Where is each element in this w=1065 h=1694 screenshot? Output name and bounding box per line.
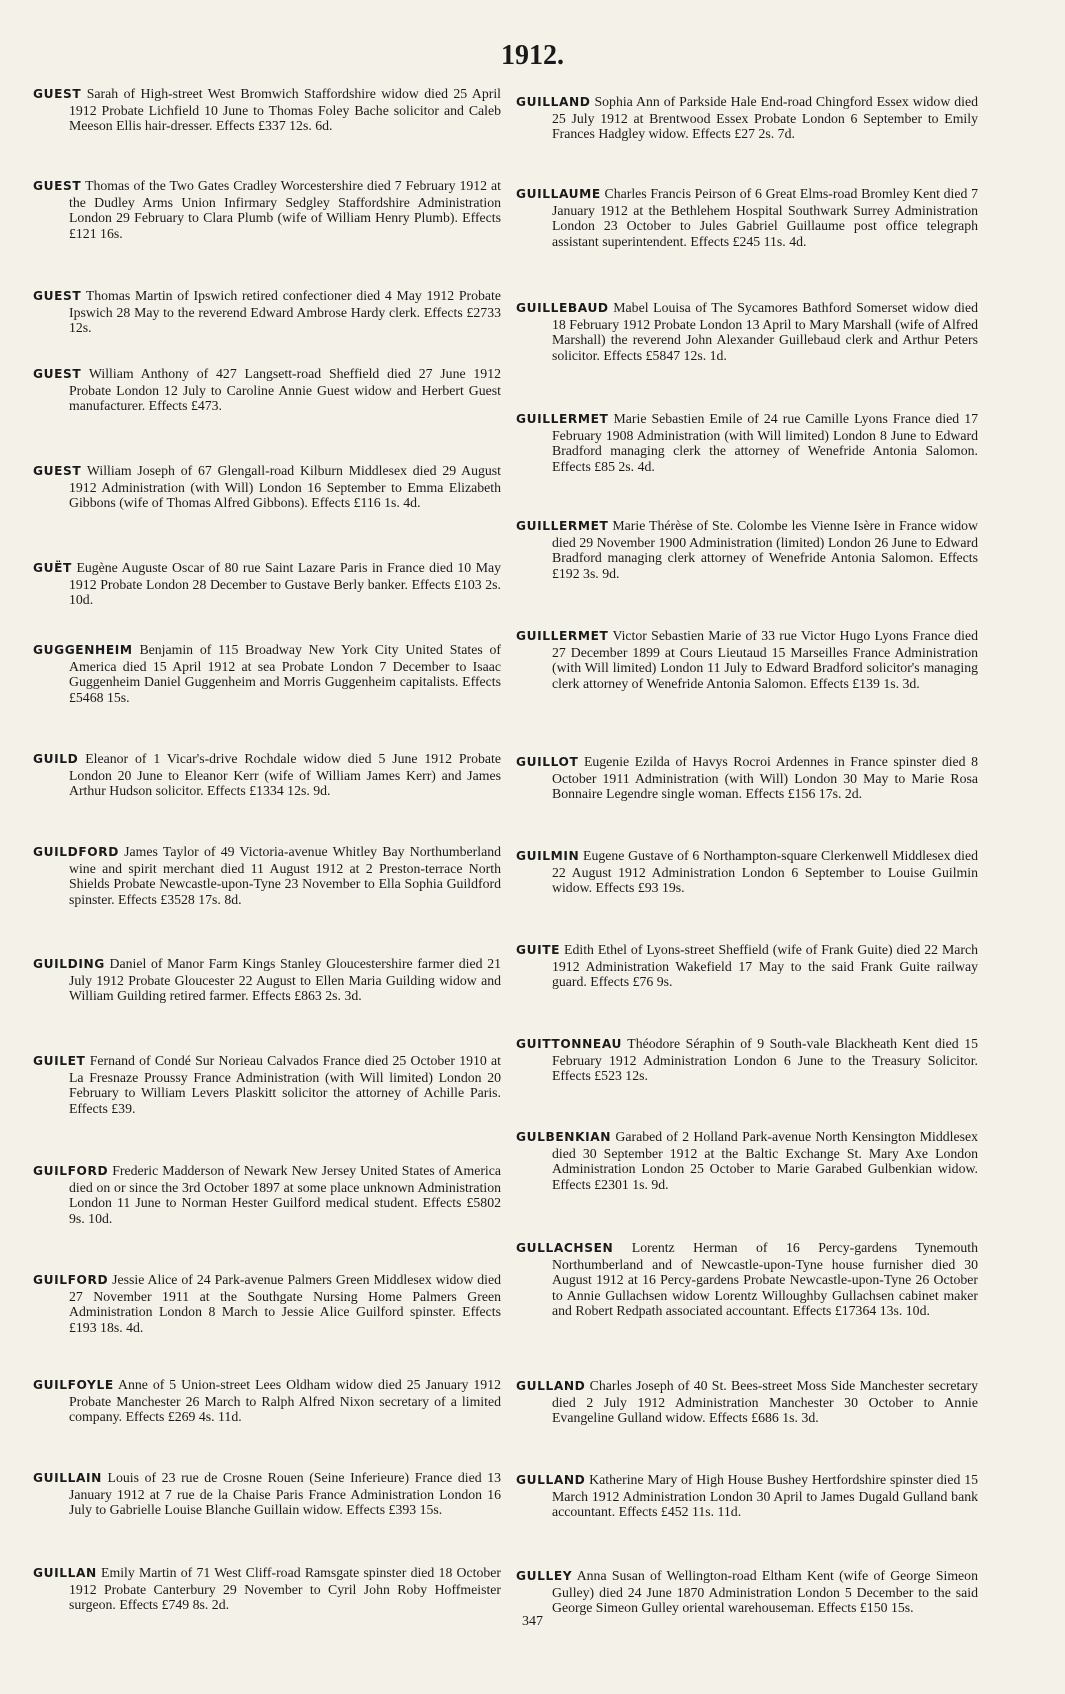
entry-surname: GULLEY bbox=[516, 1569, 573, 1583]
entry bbox=[33, 178, 501, 241]
entry-surname: GUILLERMET bbox=[516, 519, 609, 533]
entry bbox=[33, 1377, 501, 1425]
entry bbox=[516, 848, 978, 896]
entry-text: Anna Susan of Wellington-road Eltham Kent (wife of George Simeon Gulley) died 24 June 1870 Administration London 5 December to the said George Simeon Gulley oriental warehouseman. Effects £150 15s. bbox=[552, 1568, 978, 1616]
entry-surname: GUEST bbox=[33, 87, 82, 101]
entry bbox=[516, 1129, 978, 1192]
entry bbox=[33, 86, 501, 134]
entry-surname: GUILLAN bbox=[33, 1566, 97, 1580]
entry bbox=[516, 1240, 978, 1319]
entry-surname: GUILMIN bbox=[516, 849, 580, 863]
entry-surname: GUEST bbox=[33, 367, 82, 381]
entry-text: Emily Martin of 71 West Cliff-road Ramsgate spinster died 18 October 1912 Probate Canterbury 29 November to Cyril John Roby Hoffmeister surgeon. Effects £749 8s. 2d. bbox=[69, 1565, 501, 1613]
entry-text: Eugene Gustave of 6 Northampton-square Clerkenwell Middlesex died 22 August 1912 Administration London 6 September to Louise Guilmin widow. Effects £93 19s. bbox=[552, 848, 978, 896]
entry-text: Garabed of 2 Holland Park-avenue North Kensington Middlesex died 30 September 1912 at the Baltic Exchange St. Mary Axe London Administration London 25 October to Marie Garabed Gulbenkian widow. Effects £2301 1s. 9d. bbox=[552, 1129, 978, 1192]
entry-text: Daniel of Manor Farm Kings Stanley Gloucestershire farmer died 21 July 1912 Probate Gloucester 22 August to Ellen Maria Guilding widow and William Guilding retired farmer. Effects £863 2s. 3d. bbox=[69, 956, 501, 1004]
entry-text: Eugène Auguste Oscar of 80 rue Saint Lazare Paris in France died 10 May 1912 Probate London 28 December to Gustave Berly banker. Effects £103 2s. 10d. bbox=[69, 560, 501, 608]
entry bbox=[33, 463, 501, 511]
page-year-heading: 1912. bbox=[501, 40, 564, 71]
entry-text: Edith Ethel of Lyons-street Sheffield (wife of Frank Guite) died 22 March 1912 Administration Wakefield 17 May to the said Frank Guite railway guard. Effects £76 9s. bbox=[552, 942, 978, 990]
entry-surname: GUËT bbox=[33, 561, 72, 575]
entry-text: Thomas of the Two Gates Cradley Worcestershire died 7 February 1912 at the Dudley Arms Union Infirmary Sedgley Staffordshire Administration London 29 February to Clara Plumb (wife of William Henry Plumb). Effects £121 16s. bbox=[69, 178, 501, 241]
entry bbox=[516, 1036, 978, 1084]
entry-surname: GUGGENHEIM bbox=[33, 643, 133, 657]
entry-surname: GUILLEBAUD bbox=[516, 301, 609, 315]
entry-text: Lorentz Herman of 16 Percy-gardens Tynemouth Northumberland and of Newcastle-upon-Tyne house furnisher died 30 August 1912 at 16 Percy-gardens Probate Newcastle-upon-Tyne 26 October to Annie Gullachsen widow Lorentz Willoughby Gullachsen cabinet maker and Robert Redpath associated accountant. Effects £17364 13s. 10d. bbox=[552, 1240, 979, 1319]
entry-text: Eleanor of 1 Vicar's-drive Rochdale widow died 5 June 1912 Probate London 20 June to Eleanor Kerr (wife of William James Kerr) and James Arthur Hudson solicitor. Effects £1334 12s. 9d. bbox=[69, 751, 502, 799]
entry-surname: GUILLERMET bbox=[516, 412, 609, 426]
entry bbox=[516, 1568, 978, 1616]
entry-surname: GULBENKIAN bbox=[516, 1130, 612, 1144]
entry bbox=[33, 1565, 501, 1613]
entry bbox=[33, 1163, 501, 1226]
entry bbox=[516, 754, 978, 802]
entry-text: Anne of 5 Union-street Lees Oldham widow died 25 January 1912 Probate Manchester 26 March to Ralph Alfred Nixon secretary of a limited company. Effects £269 4s. 11d. bbox=[69, 1377, 501, 1425]
entry-text: Fernand of Condé Sur Norieau Calvados France died 25 October 1910 at La Fresnaze Proussy France Administration (with Will limited) London 20 February to William Levers Plaskitt solicitor the attorney of Achille Paris. Effects £39. bbox=[69, 1053, 501, 1116]
entry-text: Frederic Madderson of Newark New Jersey United States of America died on or since the 3rd October 1897 at some place unknown Administration London 11 June to Norman Hester Guilford medical student. Effects £5802 9s. 10d. bbox=[69, 1163, 501, 1226]
entry-surname: GUILLAIN bbox=[33, 1471, 102, 1485]
entry-surname: GUILLOT bbox=[516, 755, 579, 769]
entry-surname: GUEST bbox=[33, 464, 82, 478]
entry-text: Théodore Séraphin of 9 South-vale Blackheath Kent died 15 February 1912 Administration London 6 June to the Treasury Solicitor. Effects £523 12s. bbox=[552, 1036, 978, 1084]
page-number: 347 bbox=[522, 1614, 543, 1629]
entry-text: Marie Sebastien Emile of 24 rue Camille Lyons France died 17 February 1908 Administration (with Will limited) London 8 June to Edward Bradford managing clerk the attorney of Wenefride Antonia Salomon. Effects £85 2s. 4d. bbox=[552, 411, 979, 474]
entry-surname: GUEST bbox=[33, 179, 82, 193]
entry-surname: GUILLERMET bbox=[516, 629, 609, 643]
entry bbox=[33, 956, 501, 1004]
entry bbox=[516, 1378, 978, 1426]
entry bbox=[516, 942, 978, 990]
entry-text: Louis of 23 rue de Crosne Rouen (Seine Inferieure) France died 13 January 1912 at 7 rue de la Chaise Paris France Administration London 16 July to Gabrielle Louise Blanche Guillain widow. Effects £393 15s. bbox=[69, 1470, 501, 1518]
entry bbox=[33, 288, 501, 336]
entry bbox=[516, 411, 978, 474]
entry-text: Mabel Louisa of The Sycamores Bathford Somerset widow died 18 February 1912 Probate London 13 April to Mary Marshall (wife of Alfred Marshall) the reverend John Alexander Guillebaud clerk and Arthur Peters solicitor. Effects £5847 12s. 1d. bbox=[552, 300, 978, 363]
entry-text: Jessie Alice of 24 Park-avenue Palmers Green Middlesex widow died 27 November 1911 at the Southgate Nursing Home Palmers Green Administration London 8 March to Jessie Alice Guilford spinster. Effects £193 18s. 4d. bbox=[69, 1272, 501, 1335]
entry-surname: GUILDING bbox=[33, 957, 105, 971]
entry-surname: GUILDFORD bbox=[33, 845, 119, 859]
entry-text: Eugenie Ezilda of Havys Rocroi Ardennes in France spinster died 8 October 1911 Administration (with Will) London 30 May to Marie Rosa Bonnaire Legendre single woman. Effects £156 17s. 2d. bbox=[552, 754, 979, 802]
entry-surname: GUILD bbox=[33, 752, 79, 766]
entry-text: William Anthony of 427 Langsett-road Sheffield died 27 June 1912 Probate London 12 July to Caroline Annie Guest widow and Herbert Guest manufacturer. Effects £473. bbox=[69, 366, 502, 414]
entry-surname: GUILFOYLE bbox=[33, 1378, 114, 1392]
entry-text: Charles Joseph of 40 St. Bees-street Moss Side Manchester secretary died 2 July 1912 Administration Manchester 30 October to Annie Evangeline Gulland widow. Effects £686 1s. 3d. bbox=[552, 1378, 978, 1426]
entry-surname: GULLACHSEN bbox=[516, 1241, 614, 1255]
entry bbox=[516, 628, 978, 691]
entry-text: Marie Thérèse of Ste. Colombe les Vienne Isère in France widow died 29 November 1900 Administration (limited) London 26 June to Edward Bradford managing clerk attorney of Wenefride Antonia Salomon. Effects £192 3s. 9d. bbox=[552, 518, 978, 581]
entry-text: Charles Francis Peirson of 6 Great Elms-road Bromley Kent died 7 January 1912 at the Bethlehem Hospital Southwark Surrey Administration London 23 October to Jules Gabriel Guillaume post office telegraph assistant superintendent. Effects £245 11s. 4d. bbox=[552, 186, 978, 249]
entry-surname: GUILLAUME bbox=[516, 187, 601, 201]
entry-text: Katherine Mary of High House Bushey Hertfordshire spinster died 15 March 1912 Administration London 30 April to James Dugald Gulland bank accountant. Effects £452 11s. 11d. bbox=[552, 1472, 978, 1520]
entry-text: Sarah of High-street West Bromwich Staffordshire widow died 25 April 1912 Probate Lichfield 10 June to Thomas Foley Bache solicitor and Caleb Meeson Ellis hair-dresser. Effects £337 12s. 6d. bbox=[69, 86, 501, 134]
entry bbox=[516, 186, 978, 249]
entry-text: Benjamin of 115 Broadway New York City United States of America died 15 April 1912 at sea Probate London 7 December to Isaac Guggenheim Daniel Guggenheim and Morris Guggenheim capitalists. Effects £5468 15s. bbox=[69, 642, 501, 705]
entry-surname: GUILFORD bbox=[33, 1164, 109, 1178]
entry-text: Thomas Martin of Ipswich retired confectioner died 4 May 1912 Probate Ipswich 28 May to the reverend Edward Ambrose Hardy clerk. Effects £2733 12s. bbox=[69, 288, 502, 336]
entry-surname: GULLAND bbox=[516, 1473, 586, 1487]
entry-surname: GUITTONNEAU bbox=[516, 1037, 622, 1051]
entry bbox=[33, 642, 501, 705]
entry bbox=[33, 844, 501, 907]
entry-surname: GUITE bbox=[516, 943, 561, 957]
entry bbox=[33, 1053, 501, 1116]
entry bbox=[33, 751, 501, 799]
entry bbox=[516, 518, 978, 581]
entry bbox=[516, 1472, 978, 1520]
entry bbox=[516, 94, 978, 142]
entry-text: William Joseph of 67 Glengall-road Kilburn Middlesex died 29 August 1912 Administration (with Will) London 16 September to Emma Elizabeth Gibbons (wife of Thomas Alfred Gibbons). Effects £116 1s. 4d. bbox=[69, 463, 502, 511]
entry bbox=[516, 300, 978, 363]
entry bbox=[33, 1272, 501, 1335]
entry-text: Sophia Ann of Parkside Hale End-road Chingford Essex widow died 25 July 1912 at Brentwood Essex Probate London 6 September to Emily Frances Hadgley widow. Effects £27 2s. 7d. bbox=[552, 94, 978, 142]
entry-surname: GUILLAND bbox=[516, 95, 591, 109]
entry-surname: GULLAND bbox=[516, 1379, 586, 1393]
entry-text: James Taylor of 49 Victoria-avenue Whitley Bay Northumberland wine and spirit merchant died 11 August 1912 at 2 Preston-terrace North Shields Probate Newcastle-upon-Tyne 23 November to Ella Sophia Guildford spinster. Effects £3528 17s. 8d. bbox=[69, 844, 501, 907]
entry-surname: GUEST bbox=[33, 289, 82, 303]
entry-surname: GUILET bbox=[33, 1054, 86, 1068]
entry bbox=[33, 1470, 501, 1518]
entry-surname: GUILFORD bbox=[33, 1273, 109, 1287]
entry bbox=[33, 560, 501, 608]
entry-text: Victor Sebastien Marie of 33 rue Victor Hugo Lyons France died 27 December 1899 at Cours Lieutaud 15 Marseilles France Administration (with Will limited) London 11 July to Edward Bradford solicitor's managing clerk attorney of Wenefride Antonia Salomon. Effects £139 1s. 3d. bbox=[552, 628, 978, 691]
entry bbox=[33, 366, 501, 414]
